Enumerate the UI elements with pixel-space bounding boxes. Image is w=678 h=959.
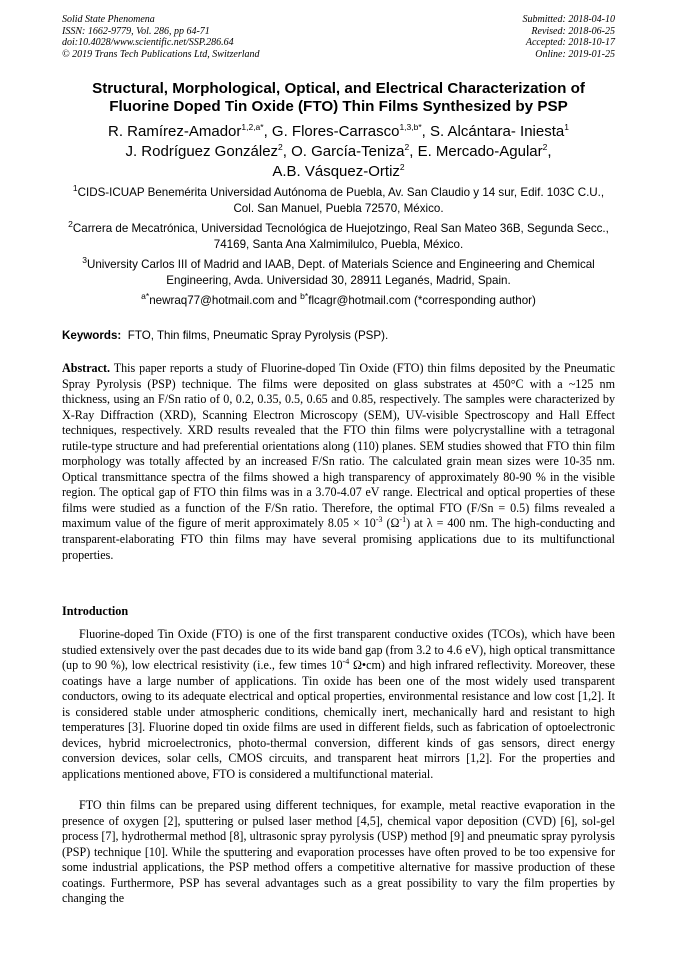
- email-sup: b*: [300, 291, 309, 302]
- author-name: , O. García-Teniza: [282, 143, 405, 160]
- doi: doi:10.4028/www.scientific.net/SSP.286.64: [62, 37, 234, 48]
- author-sup: 2: [404, 142, 410, 152]
- journal-name: Solid State Phenomena: [62, 14, 155, 25]
- paragraph: [62, 627, 615, 782]
- abstract-text: (Ω: [382, 516, 400, 531]
- paper-title: [62, 80, 615, 116]
- revised-date: Revised: 2018-06-25: [531, 25, 615, 37]
- accepted-date: Accepted: 2018-10-17: [525, 37, 615, 48]
- paragraph: FTO thin films can be prepared using different techniques, for example, metal reactive evaporation in the presence of oxygen [2], sputtering or pulsed laser method [4,5], chemical vapor deposition (CVD) [6], sol-gel process [7], hydrothermal method [8], ultrasonic spray pyrolysis (USP) method [9] and pneumatic spray pyrolysis (PSP) technique [10]. While the sputtering and evaporation processes have often proved to be too expensive for some industrial applications, the PSP method offers a competitive alternative for massive production of these coatings. Furthermore, PSP has several advantages such as a great possibility to vary the film properties by changing the: [62, 798, 615, 906]
- title-line-2: Fluorine Doped Tin Oxide (FTO) Thin Films Synthesized by PSP: [109, 98, 568, 115]
- publication-dates: [523, 14, 616, 60]
- author-sup: 1: [564, 122, 569, 132]
- affiliation-sup: 1: [72, 183, 78, 194]
- issn: ISSN: 1662-9779, Vol. 286, pp 64-71: [62, 25, 210, 37]
- affiliation-3: [62, 257, 615, 289]
- affiliation-text: CIDS-ICUAP Benemérita Universidad Autónoma de Puebla, Av. San Claudio y 14 sur, Edif. 103C C.U., Col. San Manuel, Puebla 72570, México.: [77, 186, 605, 215]
- author-list: [62, 122, 615, 182]
- authors-line-2: [62, 142, 615, 162]
- keywords-text: FTO, Thin films, Pneumatic Spray Pyrolysis (PSP).: [127, 329, 389, 342]
- email-a: newraq77@hotmail.com and: [149, 294, 301, 307]
- exponent: -4: [342, 657, 350, 667]
- affiliation-text: Carrera de Mecatrónica, Universidad Tecnológica de Huejotzingo, Real San Mateo 36B, Segunda Secc., 74169, Santa Ana Xalmimilulco, Puebla, México.: [72, 222, 609, 251]
- author-name: A.B. Vásquez-Ortiz: [272, 163, 400, 180]
- author-sup: 2: [542, 142, 548, 152]
- journal-info: [62, 14, 260, 60]
- author-name: J. Rodríguez González: [125, 143, 279, 160]
- email-sup: a*: [141, 291, 150, 302]
- authors-line-3: [62, 162, 615, 182]
- paragraph-text: Ω•cm) and high infrared reflectivity. Moreover, these coatings have a large number of applications. Tin oxide has been one of the most widely used transparent conductors, owing to its adequate electrical and optical properties, environmental resistance and low cost [1,2]. It is considered stable under atmospheric conditions, chemically inert, mechanically hard and resistant to high temperatures [3]. Fluorine doped tin oxide films are used in different fields, such as fabrication of optoelectronic devices, hybrid microelectronics, photo-thermal conversion, different kinds of gas sensors, direct energy conversion devices, solar cells, CMOS circuits, and transparent heat mirrors [1,2]. For the properties and applications mentioned above, FTO is considered a multifunctional material.: [62, 658, 615, 781]
- affiliation-2: [62, 221, 615, 253]
- author-sep: ,: [547, 143, 552, 160]
- abstract-text: This paper reports a study of Fluorine-doped Tin Oxide (FTO) thin films deposited by the Pneumatic Spray Pyrolysis (PSP) technique. The films were deposited on glass substrates at 450°C with a ~125 nm thickness, using an F/Sn ratio of 0, 0.2, 0.35, 0.5, 0.65 and 0.85, respectively. The samples were characterized by X-Ray Diffraction (XRD), Scanning Electron Microscopy (SEM), UV-visible Spectroscopy and Hall Effect techniques, respectively. XRD results revealed that the FTO thin films were polycrystalline with a tetragonal rutile-type structure and had preferential orientations along (110) planes. SEM studies showed that FTO thin film morphology was totally affected by an increased F/Sn ratio. The calculated grain mean sizes were 10-35 nm. Optical transmittance spectra of the films showed a high transparency of approximately 80-90 % in the visible region. The optical gap of FTO thin films was in a 3.70-4.07 eV range. Electrical and optical properties of these films were studied as a function of the F/Sn ratio. Therefore, the optimal FTO (F/Sn = 0.5) films revealed a maximum value of the figure of merit approximately 8.05 × 10: [62, 361, 615, 531]
- author-sup: 2: [399, 162, 405, 172]
- author-name: R. Ramírez-Amador: [108, 123, 242, 140]
- exponent: -1: [399, 515, 407, 525]
- author-sup: 1,2,a*: [241, 122, 264, 132]
- author-name: , G. Flores-Carrasco: [263, 123, 400, 140]
- author-sup: 1,3,b*: [399, 122, 422, 132]
- author-sup: 2: [278, 142, 283, 152]
- copyright: © 2019 Trans Tech Publications Ltd, Switzerland: [62, 48, 260, 60]
- authors-line-1: [62, 122, 615, 142]
- title-line-1: Structural, Morphological, Optical, and Electrical Characterization of: [92, 80, 585, 97]
- keywords-label: Keywords:: [62, 329, 122, 342]
- contact-emails: [62, 293, 615, 309]
- online-date: Online: 2019-01-25: [535, 48, 615, 60]
- author-name: , E. Mercado-Agular: [409, 143, 543, 160]
- affiliation-sup: 3: [82, 255, 87, 266]
- abstract: [62, 361, 615, 563]
- section-heading: Introduction: [62, 604, 129, 618]
- submitted-date: Submitted: 2018-04-10: [522, 14, 615, 25]
- affiliation-sup: 2: [68, 219, 73, 230]
- abstract-label: Abstract.: [62, 361, 111, 375]
- affiliation-text: University Carlos III of Madrid and IAAB, Dept. of Materials Science and Engineering and Chemical Engineering, Avda. Universidad 30, 28911 Leganés, Madrid, Spain.: [86, 258, 595, 287]
- email-b: flcagr@hotmail.com (*corresponding author): [308, 294, 536, 307]
- abstract-text: ) at λ = 400 nm. The high-conducting and transparent-elaborating FTO thin films may have several promising applications due to its multifunctional properties.: [62, 516, 615, 562]
- keywords: [62, 329, 615, 342]
- exponent: -3: [375, 515, 383, 525]
- paragraph-text: Fluorine-doped Tin Oxide (FTO) is one of the first transparent conductive oxides (TCOs), which have been studied extensively over the past decades due to its wide band gap (from 3.2 to 4.6 eV), high optical transmittance (up to 90 %), low electrical resistivity (i.e., few times 10: [62, 627, 615, 673]
- affiliation-1: [62, 185, 615, 217]
- author-name: , S. Alcántara- Iniesta: [421, 123, 565, 140]
